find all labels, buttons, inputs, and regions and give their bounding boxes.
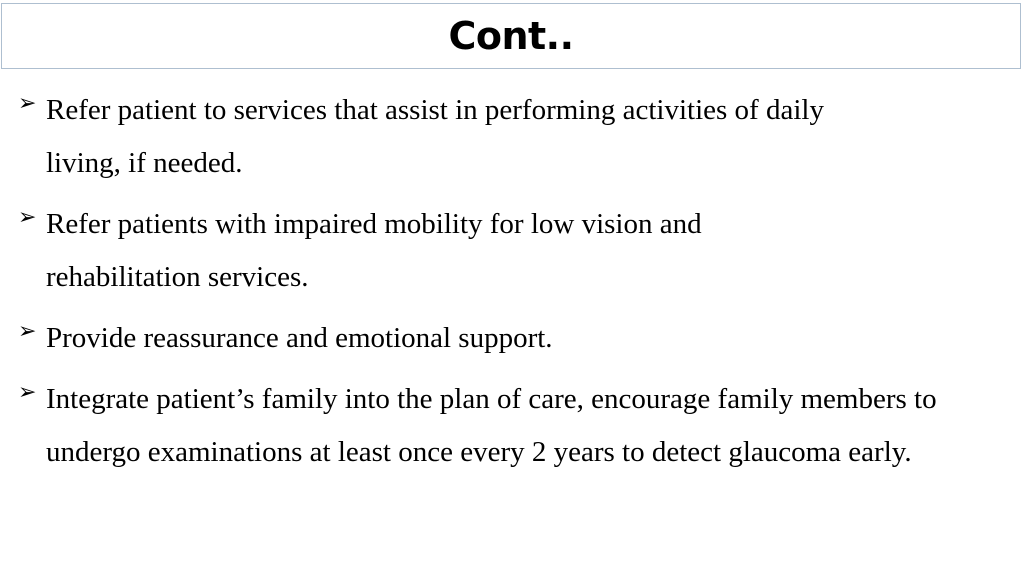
bullet-list xyxy=(18,84,1018,487)
bullet-item xyxy=(18,373,1018,479)
title-box xyxy=(1,3,1021,69)
bullet-item xyxy=(18,198,1018,304)
arrow-bullet-icon: ➢ xyxy=(18,205,37,230)
bullet-text: Refer patients with impaired mobility for low vision and rehabilitation services. xyxy=(46,208,702,293)
arrow-bullet-icon: ➢ xyxy=(18,91,37,116)
bullet-text: Provide reassurance and emotional support. xyxy=(46,322,553,354)
bullet-text: Integrate patient’s family into the plan of care, encourage family members to undergo examinations at least once every 2 years to detect glaucoma early. xyxy=(46,383,937,468)
bullet-item xyxy=(18,312,1018,365)
bullet-text: Refer patient to services that assist in performing activities of daily living, if needed. xyxy=(46,94,824,179)
arrow-bullet-icon: ➢ xyxy=(18,319,37,344)
slide-title: Cont.. xyxy=(448,14,574,58)
arrow-bullet-icon: ➢ xyxy=(18,380,37,405)
bullet-item xyxy=(18,84,1018,190)
